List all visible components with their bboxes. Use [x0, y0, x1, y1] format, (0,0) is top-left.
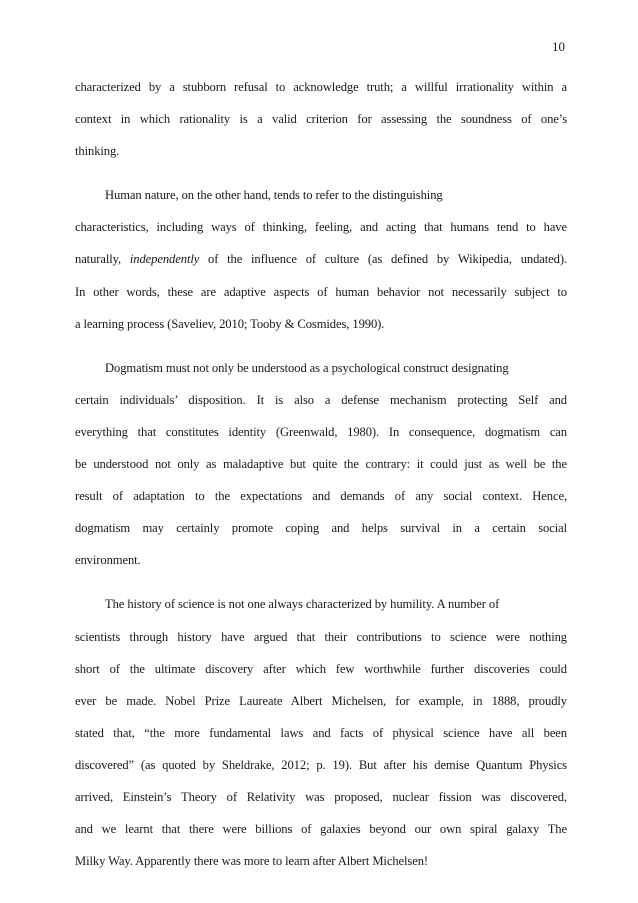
page-number: 10	[552, 39, 565, 54]
text-line: certain individuals’ disposition. It is also a defense mechanism protecting Self and	[75, 392, 567, 407]
text-line: ever be made. Nobel Prize Laureate Albert Michelsen, for example, in 1888, proudly	[75, 693, 567, 708]
text-line: In other words, these are adaptive aspects of human behavior not necessarily subject to	[75, 284, 567, 299]
body-text	[75, 71, 567, 889]
text-line: Dogmatism must not only be understood as a psychological construct designating	[105, 360, 509, 375]
text-line: scientists through history have argued that their contributions to science were nothing	[75, 629, 567, 644]
text-line: environment.	[75, 553, 141, 568]
text-run: of the influence of culture (as defined by Wikipedia, undated).	[199, 252, 568, 267]
text-line: and we learnt that there were billions of galaxies beyond our own spiral galaxy The	[75, 822, 567, 837]
paragraph-2	[75, 179, 567, 339]
text-line: characterized by a stubborn refusal to acknowledge truth; a willful irrationality within a	[75, 80, 567, 94]
text-line: discovered” (as quoted by Sheldrake, 2012; p. 19). But after his demise Quantum Physics	[75, 757, 567, 772]
text-line: thinking.	[75, 144, 120, 159]
text-line: stated that, “the more fundamental laws and facts of physical science have all been	[75, 725, 567, 740]
text-line: The history of science is not one always characterized by humility. A number of	[105, 597, 500, 612]
paragraph-3	[75, 352, 567, 577]
text-line: be understood not only as maladaptive but quite the contrary: it could just as well be the	[75, 457, 567, 472]
text-line: Human nature, on the other hand, tends to refer to the distinguishing	[105, 188, 443, 203]
emphasis-text: independently	[129, 252, 200, 267]
text-line: everything that constitutes identity (Greenwald, 1980). In consequence, dogmatism can	[75, 424, 567, 439]
text-line: arrived, Einstein’s Theory of Relativity was proposed, nuclear fission was discovered,	[75, 789, 567, 804]
text-line: Milky Way. Apparently there was more to learn after Albert Michelsen!	[75, 854, 428, 869]
text-run: naturally,	[75, 252, 130, 267]
text-line: short of the ultimate discovery after which few worthwhile further discoveries could	[75, 661, 567, 676]
text-line: context in which rationality is a valid criterion for assessing the soundness of one’s	[75, 112, 567, 127]
paragraph-1	[75, 71, 567, 167]
text-line: result of adaptation to the expectations and demands of any social context. Hence,	[75, 489, 567, 504]
text-line: characteristics, including ways of thinking, feeling, and acting that humans tend to have	[75, 220, 567, 235]
paragraph-4	[75, 588, 567, 877]
text-line: dogmatism may certainly promote coping and helps survival in a certain social	[75, 521, 567, 536]
text-line	[75, 243, 567, 275]
text-line: a learning process (Saveliev, 2010; Tooby & Cosmides, 1990).	[75, 316, 385, 331]
